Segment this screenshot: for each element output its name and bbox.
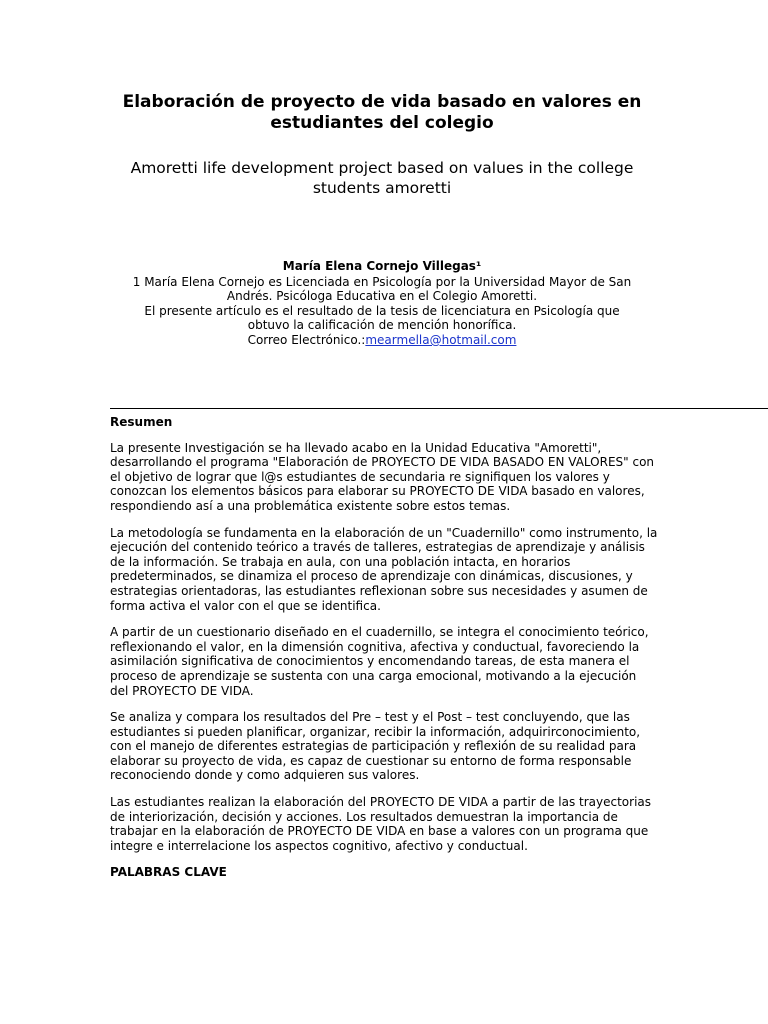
abstract-paragraph: La metodología se fundamenta en la elaboración de un "Cuadernillo" como instrumento, la ejecución del contenido teórico a través de talleres, estrategias de aprendizaje y análisis de la información. Se trabaja en aula, con una población intacta, en horarios predeterminados, se dinamiza el proceso de aprendizaje con dinámicas, discusiones, y estrategias orientadoras, las estudiantes reflexionan sobre sus necesidades y asumen de forma activa el valor con el que se identifica. — [110, 525, 658, 613]
page-title: Elaboración de proyecto de vida basado en valores en estudiantes del colegio — [122, 92, 642, 133]
author-affiliation-line: obtuvo la calificación de mención honorífica. — [247, 318, 517, 333]
page-subtitle: Amoretti life development project based on values in the college students amoretti — [130, 159, 634, 197]
abstract-heading: Resumen — [110, 415, 173, 429]
section-divider — [110, 408, 768, 409]
author-affiliation-line: 1 María Elena Cornejo es Licenciada en Psicología por la Universidad Mayor de San — [132, 274, 632, 289]
abstract-section — [110, 415, 658, 880]
author-email-line — [100, 333, 664, 348]
abstract-paragraph: La presente Investigación se ha llevado acabo en la Unidad Educativa "Amoretti", desarrollando el programa "Elaboración de PROYECTO DE VIDA BASADO EN VALORES" con el objetivo de lograr que l@s estudiantes de secundaria re signifiquen los valores y conozcan los elementos básicos para elaborar su PROYECTO DE VIDA basado en valores, respondiendo así a una problemática existente sobre estos temas. — [110, 440, 655, 513]
keywords-heading: PALABRAS CLAVE — [110, 865, 227, 880]
author-name: María Elena Cornejo Villegas¹ — [282, 259, 482, 273]
abstract-paragraph: Se analiza y compara los resultados del Pre – test y el Post – test concluyendo, que las estudiantes si pueden planificar, organizar, recibir la información, adquirirconocimiento, con el manejo de diferentes estrategias de participación y reflexión de su realidad para elaborar su proyecto de vida, es capaz de cuestionar su entorno de forma responsable reconociendo donde y como adquieren sus valores. — [110, 710, 641, 783]
email-link[interactable]: mearmella@hotmail.com — [365, 332, 517, 347]
author-affiliation-line: Andrés. Psicóloga Educativa en el Colegio Amoretti. — [226, 289, 538, 304]
abstract-paragraph: A partir de un cuestionario diseñado en el cuadernillo, se integra el conocimiento teórico, reflexionando el valor, en la dimensión cognitiva, afectiva y conductual, favoreciendo la asimilación significativa de conocimientos y encomendando tareas, de esta manera el proceso de aprendizaje se sustenta con una carga emocional, motivando a la ejecución del PROYECTO DE VIDA. — [110, 625, 649, 698]
author-affiliation-line: El presente artículo es el resultado de la tesis de licenciatura en Psicología que — [144, 303, 620, 318]
email-label: Correo Electrónico.: — [247, 332, 366, 347]
abstract-paragraph: Las estudiantes realizan la elaboración del PROYECTO DE VIDA a partir de las trayectorias de interiorización, decisión y acciones. Los resultados demuestran la importancia de trabajar en la elaboración de PROYECTO DE VIDA en base a valores con un programa que integre e interrelacione los aspectos cognitivo, afectivo y conductual. — [110, 795, 652, 853]
author-block — [100, 259, 664, 348]
